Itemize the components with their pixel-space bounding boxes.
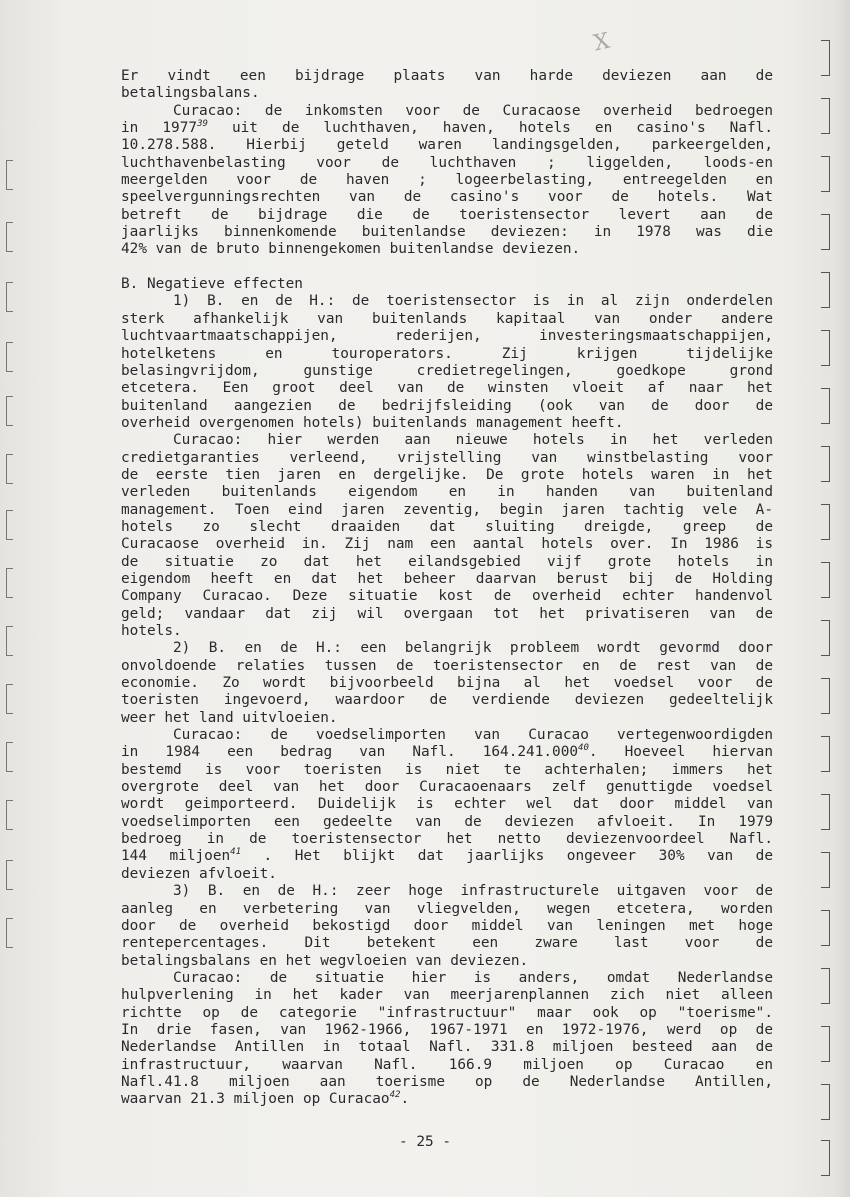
line-text: Curacao: hier werden aan nieuwe hotels in het verleden [173, 432, 773, 449]
line-text: 10.278.588. Hierbij geteld waren landingsgelden, parkeergelden, [121, 137, 773, 154]
text-line [121, 883, 773, 900]
binding-hole [821, 910, 830, 946]
blank-line [121, 259, 773, 276]
text-line [121, 623, 773, 640]
text-line [121, 380, 773, 397]
text-line [121, 710, 773, 727]
line-text: meergelden voor de haven ; logeerbelasting, entreegelden en [121, 172, 773, 189]
text-line [121, 432, 773, 449]
page-edge-shadow [834, 0, 850, 1197]
line-text: 42% van de bruto binnengekomen buitenlandse deviezen. [121, 241, 581, 258]
line-text: onvoldoende relaties tussen de toeristensector en de rest van de [121, 657, 773, 674]
footnote-marker: 41 [230, 847, 242, 858]
text-line [121, 744, 773, 761]
line-text: in 1977 [121, 120, 198, 137]
line-text: luchtvaartmaatschappijen, rederijen, investeringsmaatschappijen, [121, 328, 773, 345]
line-text: rentepercentages. Dit betekent een zware last voor de [121, 935, 773, 952]
line-text: hotelketens en touroperators. Zij krijgen tijdelijke [121, 345, 773, 362]
line-text: luchthavenbelasting voor de luchthaven ; liggelden, loods-en [121, 154, 773, 171]
text-line [121, 155, 773, 172]
text-line [121, 467, 773, 484]
line-text: 2) B. en de H.: een belangrijk probleem wordt gevormd door [173, 640, 773, 657]
text-line [121, 1022, 773, 1039]
binding-hole [6, 510, 13, 540]
line-text: richtte op de categorie "infrastructuur" maar ook op "toerisme". [121, 1004, 773, 1021]
text-line [121, 85, 773, 102]
binding-hole [821, 736, 830, 772]
text-line [121, 1074, 773, 1091]
text-line [121, 935, 773, 952]
line-text: hulpverlening in het kader van meerjarenplannen zich niet alleen [121, 987, 773, 1004]
binding-hole [6, 918, 13, 948]
binding-hole [6, 160, 13, 190]
text-line [121, 363, 773, 380]
line-text: overheid overgenomen hotels) buitenlands management heeft. [121, 414, 624, 431]
text-line [121, 554, 773, 571]
text-line [121, 311, 773, 328]
line-text: 1) B. en de H.: de toeristensector is in al zijn onderdelen [173, 293, 773, 310]
text-line [121, 987, 773, 1004]
text-line [121, 1057, 773, 1074]
line-text: economie. Zo wordt bijvoorbeeld bijna al het voedsel voor de [121, 675, 773, 692]
page-number: - 25 - [399, 1134, 451, 1150]
text-line [121, 571, 773, 588]
text-line [121, 398, 773, 415]
line-text: eigendom heeft en dat het beheer daarvan berust bij de Holding [121, 570, 773, 587]
text-line [121, 779, 773, 796]
text-line [121, 346, 773, 363]
line-text: infrastructuur, waarvan Nafl. 166.9 miljoen op Curacao en [121, 1056, 773, 1073]
text-line [121, 120, 773, 137]
binding-hole [821, 1084, 830, 1120]
text-line [121, 970, 773, 987]
line-text: door de overheid bekostigd door middel van leningen met hoge [121, 917, 773, 934]
line-text: de eerste tien jaren en dergelijke. De grote hotels waren in het [121, 466, 773, 483]
binding-hole [6, 800, 13, 830]
text-line [121, 415, 773, 432]
line-text: Curacaose overheid in. Zij nam een aantal hotels over. In 1986 is [121, 536, 773, 553]
line-text: Nafl.41.8 miljoen aan toerisme op de Nederlandse Antillen, [121, 1073, 773, 1090]
body-text [121, 68, 773, 1109]
binding-hole [6, 860, 13, 890]
binding-hole [6, 396, 13, 426]
text-line [121, 137, 773, 154]
text-line [121, 675, 773, 692]
line-text: 144 miljoen [121, 848, 231, 865]
text-line [121, 866, 773, 883]
text-line [121, 224, 773, 241]
binding-hole [821, 968, 830, 1004]
line-text: waarvan 21.3 miljoen op Curacao [121, 1091, 390, 1108]
binding-hole [6, 684, 13, 714]
text-line [121, 918, 773, 935]
line-text: verleden buitenlands eigendom en in handen van buitenland [121, 484, 773, 501]
binding-hole [821, 40, 830, 76]
line-text: bedroeg in de toeristensector het netto deviezenvoordeel Nafl. [121, 831, 773, 848]
text-line [121, 276, 773, 293]
text-line [121, 640, 773, 657]
line-text: geld; vandaar dat zij wil overgaan tot het privatiseren van de [121, 605, 773, 622]
binding-hole [821, 620, 830, 656]
line-text: uit de luchthaven, haven, hotels en casino's Nafl. [207, 120, 774, 137]
line-text: aanleg en verbetering van vliegvelden, wegen etcetera, worden [121, 900, 773, 917]
text-line [121, 172, 773, 189]
binding-hole [6, 454, 13, 484]
binding-hole [821, 678, 830, 714]
text-line [121, 658, 773, 675]
binding-hole [821, 1140, 830, 1176]
line-text: Curacao: de situatie hier is anders, omdat Nederlandse [173, 969, 773, 986]
binding-hole [821, 330, 830, 366]
binding-hole [6, 626, 13, 656]
text-line [121, 848, 773, 865]
margin-mark: X [591, 28, 613, 57]
line-text: wordt geimporteerd. Duidelijk is echter wel dat door middel van [121, 796, 773, 813]
text-line [121, 189, 773, 206]
text-line [121, 588, 773, 605]
text-line [121, 450, 773, 467]
binding-hole [6, 742, 13, 772]
text-line [121, 814, 773, 831]
text-line [121, 762, 773, 779]
line-text: toeristen ingevoerd, waardoor de verdiende deviezen gedeeltelijk [121, 692, 773, 709]
binding-hole [6, 342, 13, 372]
line-text: bestemd is voor toeristen is niet te achterhalen; immers het [121, 761, 773, 778]
line-text: hotels zo slecht draaiden dat sluiting dreigde, greep de [121, 518, 773, 535]
line-text: sterk afhankelijk van buitenlands kapitaal van onder andere [121, 310, 773, 327]
line-text: . [400, 1091, 410, 1108]
line-text: Er vindt een bijdrage plaats van harde deviezen aan de [121, 68, 773, 84]
text-line [121, 606, 773, 623]
line-text: speelvergunningsrechten van de casino's voor de hotels. Wat [121, 189, 773, 206]
line-text: betalingsbalans en het wegvloeien van deviezen. [121, 952, 529, 969]
binding-hole [821, 1026, 830, 1062]
binding-hole [821, 562, 830, 598]
binding-hole [821, 504, 830, 540]
binding-hole [821, 214, 830, 250]
line-text: buitenland aangezien de bedrijfsleiding (ook van de door de [121, 397, 773, 414]
text-line [121, 241, 773, 258]
text-line [121, 68, 773, 85]
text-line [121, 536, 773, 553]
line-text: betalingsbalans. [121, 85, 260, 102]
line-text: in 1984 een bedrag van Nafl. 164.241.000 [121, 744, 579, 761]
line-text: Curacao: de inkomsten voor de Curacaose overheid bedroegen [173, 102, 773, 119]
binding-hole [6, 282, 13, 312]
line-text: Curacao: de voedselimporten van Curacao vertegenwoordigden [173, 727, 773, 744]
text-line [121, 1091, 773, 1108]
line-text: etcetera. Een groot deel van de winsten vloeit af naar het [121, 380, 773, 397]
binding-hole [821, 852, 830, 888]
text-line [121, 901, 773, 918]
line-text: jaarlijks binnenkomende buitenlandse deviezen: in 1978 was die [121, 224, 773, 241]
text-line [121, 293, 773, 310]
line-text: de situatie zo dat het eilandsgebied vijf grote hotels in [121, 553, 773, 570]
binding-hole [821, 388, 830, 424]
binding-hole [821, 272, 830, 308]
line-text: . Hoeveel hiervan [588, 744, 773, 761]
line-text: belasingvrijdom, gunstige credietregelingen, goedkope grond [121, 362, 773, 379]
line-text: Company Curacao. Deze situatie kost de overheid echter handenvol [121, 588, 773, 605]
line-text: . Het blijkt dat jaarlijks ongeveer 30% van de [241, 848, 773, 865]
binding-hole [821, 794, 830, 830]
footnote-marker: 39 [197, 119, 208, 130]
line-text: overgrote deel van het door Curacaoenaars zelf genuttigde voedsel [121, 779, 773, 796]
text-line [121, 692, 773, 709]
binding-hole [821, 156, 830, 192]
line-text: credietgaranties verleend, vrijstelling van winstbelasting voor [121, 449, 773, 466]
footnote-marker: 40 [578, 743, 589, 754]
line-text: In drie fasen, van 1962-1966, 1967-1971 en 1972-1976, werd op de [121, 1021, 773, 1038]
footnote-marker: 42 [389, 1090, 401, 1101]
binding-hole [6, 568, 13, 598]
text-line [121, 1005, 773, 1022]
text-line [121, 207, 773, 224]
binding-hole [821, 98, 830, 134]
line-text: B. Negatieve effecten [121, 276, 303, 293]
text-line [121, 727, 773, 744]
text-line [121, 502, 773, 519]
text-line [121, 328, 773, 345]
text-line [121, 519, 773, 536]
line-text: management. Toen eind jaren zeventig, begin jaren tachtig vele A- [121, 501, 773, 518]
line-text: Nederlandse Antillen in totaal Nafl. 331.8 miljoen besteed aan de [121, 1039, 773, 1056]
line-text: betreft de bijdrage die de toeristensector levert aan de [121, 206, 773, 223]
text-line [121, 1039, 773, 1056]
line-text: hotels. [121, 623, 182, 639]
text-line [121, 953, 773, 970]
line-text: weer het land uitvloeien. [121, 709, 338, 726]
line-text: voedselimporten een gedeelte van de deviezen afvloeit. In 1979 [121, 813, 773, 830]
text-line [121, 484, 773, 501]
text-line [121, 831, 773, 848]
line-text: deviezen afvloeit. [121, 865, 277, 882]
text-line [121, 796, 773, 813]
line-text: 3) B. en de H.: zeer hoge infrastructurele uitgaven voor de [173, 883, 773, 900]
binding-hole [6, 222, 13, 252]
text-line [121, 103, 773, 120]
binding-hole [821, 446, 830, 482]
